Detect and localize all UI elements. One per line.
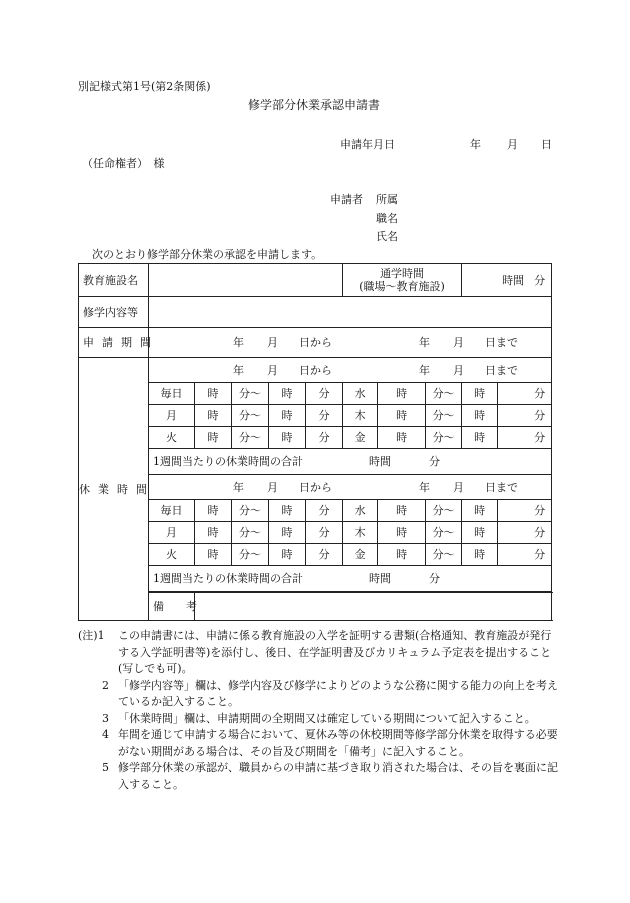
period-value[interactable]: 年 月 日から 年 月 日まで [149,328,552,358]
content-value[interactable] [149,297,552,328]
commute-label: 通学時間 (職場～教育施設) [343,264,462,297]
day-label: 火 [149,544,195,566]
application-table [78,263,552,621]
addressee: （任命権者） 様 [82,157,165,170]
date-label: 申請年月日 [340,138,395,151]
applicant-title: 職名 [376,212,398,225]
day-label: 水 [343,383,378,405]
note-item: 5 修学部分休業の承認が、職員からの申請に基づき取り消された場合は、その旨を裏面に記入すること。 [102,761,558,791]
weekly-total-1[interactable]: 1週間当たりの休業時間の合計 時間 分 [149,449,552,475]
day-label: 毎日 [149,383,195,405]
day-label: 毎日 [149,500,195,522]
leave-label: 休業時間 [79,358,149,621]
school-value[interactable] [149,264,343,297]
intro-text: 次のとおり修学部分休業の承認を申請します。 [92,248,323,261]
applicant-name: 氏名 [376,230,398,243]
remarks-label: 備考 [149,593,195,621]
applicant-prefix: 申請者 [330,193,363,206]
day-label: 月 [149,405,195,427]
day-label: 水 [343,500,378,522]
day-label: 金 [343,427,378,449]
leave-row: 火 時 分～ 時 分 金 時 分～ 時 分 [79,544,552,566]
form-id: 別記様式第1号(第2条関係) [78,80,211,93]
leave-row: 火 時 分～ 時 分 金 時 分～ 時 分 [79,427,552,449]
remarks-value[interactable] [195,593,552,621]
notes [78,628,558,793]
day-label: 月 [149,522,195,544]
school-label: 教育施設名 [79,264,149,297]
day-label: 木 [343,405,378,427]
commute-value[interactable]: 時間 分 [462,264,552,297]
note-item: 3 「休業時間」欄は、申請期間の全期間又は確定している期間について記入すること。 [102,711,536,725]
applicant-dept: 所属 [376,193,398,206]
leave-row: 毎日 時 分～ 時 分 水 時 分～ 時 分 [79,500,552,522]
leave-row: 月 時 分～ 時 分 木 時 分～ 時 分 [79,405,552,427]
note-item: (注)1 この申請書には、申請に係る教育施設の入学を証明する書類(合格通知、教育施設が発行する入学証明書等)を添付し、後日、在学証明書及びカリキュラム予定表を提出すること(写しでも可)。 [78,629,552,675]
date-month: 月 [507,138,518,151]
weekly-total-2[interactable]: 1週間当たりの休業時間の合計 時間 分 [149,566,552,592]
day-label: 木 [343,522,378,544]
leave-row: 月 時 分～ 時 分 木 時 分～ 時 分 [79,522,552,544]
date-day: 日 [541,138,552,151]
date-year: 年 [470,138,481,151]
content-label: 修学内容等 [79,297,149,328]
leave-period-1[interactable]: 年 月 日から 年 月 日まで [149,358,552,383]
page-title: 修学部分休業承認申請書 [248,98,381,112]
note-item: 4 年間を通じて申請する場合において、夏休み等の休校期間等修学部分休業を取得する必要がない期間がある場合は、その旨及び期間を「備考」に記入すること。 [102,728,558,758]
note-item: 2 「修学内容等」欄は、修学内容及び修学によりどのような公務に関する能力の向上を考えているか記入すること。 [102,678,558,708]
period-label: 申請期間 [79,328,149,358]
leave-row: 毎日 時 分～ 時 分 水 時 分～ 時 分 [79,383,552,405]
day-label: 金 [343,544,378,566]
day-label: 火 [149,427,195,449]
leave-period-2[interactable]: 年 月 日から 年 月 日まで [149,475,552,500]
